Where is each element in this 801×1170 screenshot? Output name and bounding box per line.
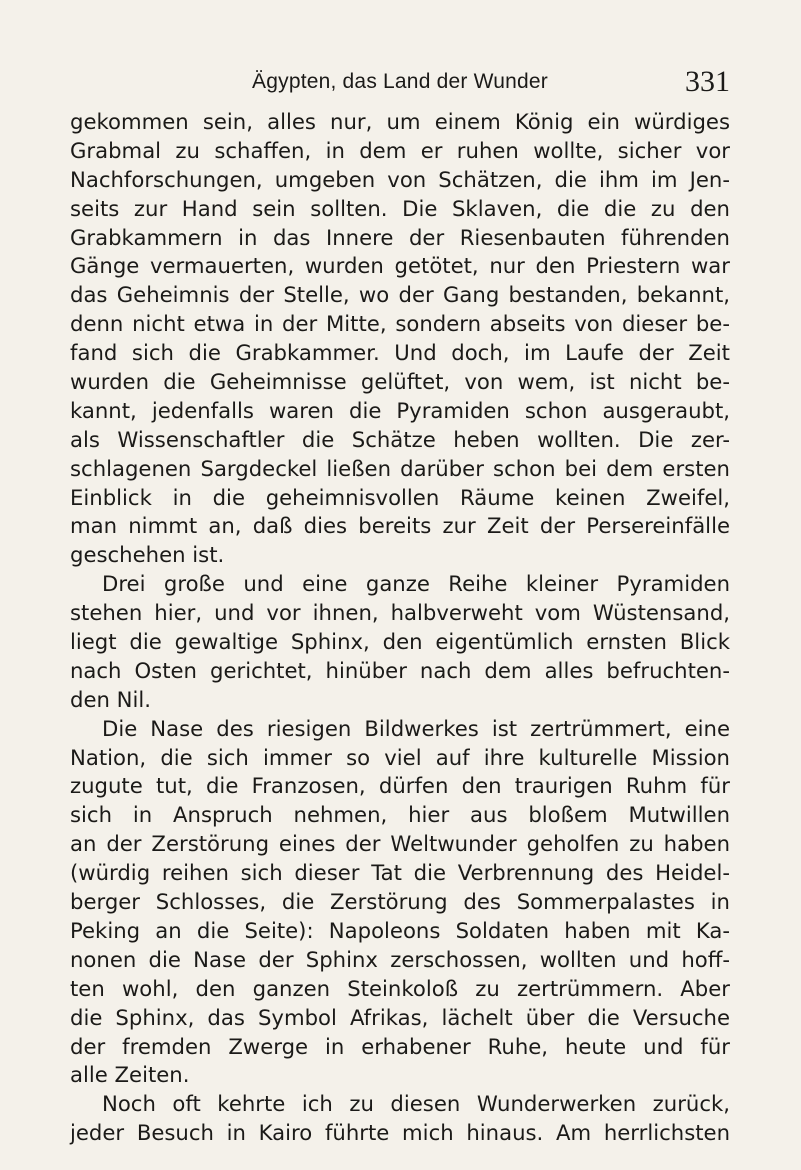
text-line: an der Zerstörung eines der Weltwunder geholfen zu haben <box>70 831 730 857</box>
text-line: wurden die Geheimnisse gelüftet, von wem, ist nicht be- <box>70 369 730 395</box>
text-line: geschehen ist. <box>70 542 225 568</box>
body-text <box>70 108 730 1148</box>
text-line: kannt, jedenfalls waren die Pyramiden schon ausgeraubt, <box>70 397 730 423</box>
running-title: Ägypten, das Land der Wunder <box>252 70 548 93</box>
text-line: als Wissenschaftler die Schätze heben wollten. Die zer- <box>70 426 730 452</box>
text-line: die Sphinx, das Symbol Afrikas, lächelt über die Versuche <box>70 1004 730 1030</box>
text-line: das Geheimnis der Stelle, wo der Gang bestanden, bekannt, <box>70 282 730 308</box>
text-line: nonen die Nase der Sphinx zerschossen, wollten und hoff- <box>70 946 730 972</box>
page-number: 331 <box>685 65 730 98</box>
running-head <box>70 64 730 104</box>
text-line: der fremden Zwerge in erhabener Ruhe, heute und für <box>70 1033 730 1059</box>
paragraph-first-line: Die Nase des riesigen Bildwerkes ist zertrümmert, eine <box>102 715 730 741</box>
text-line: (würdig reihen sich dieser Tat die Verbrennung des Heidel- <box>70 860 730 886</box>
text-line: den Nil. <box>70 686 152 712</box>
text-line: berger Schlosses, die Zerstörung des Sommerpalastes in <box>70 889 730 915</box>
text-line: Gänge vermauerten, wurden getötet, nur den Priestern war <box>70 253 730 279</box>
text-line: alle Zeiten. <box>70 1062 190 1088</box>
text-line: seits zur Hand sein sollten. Die Sklaven, die die zu den <box>70 195 730 221</box>
text-line: nach Osten gerichtet, hinüber nach dem alles befruchten- <box>70 657 730 683</box>
text-line: Nation, die sich immer so viel auf ihre kulturelle Mission <box>70 744 730 770</box>
paragraph-first-line: Drei große und eine ganze Reihe kleiner Pyramiden <box>102 571 730 597</box>
text-line: sich in Anspruch nehmen, hier aus bloßem Mutwillen <box>70 802 730 828</box>
text-line: Peking an die Seite): Napoleons Soldaten haben mit Ka- <box>70 917 730 943</box>
text-line: denn nicht etwa in der Mitte, sondern abseits von dieser be- <box>70 311 730 337</box>
paragraph-first-line: Noch oft kehrte ich zu diesen Wunderwerken zurück, <box>102 1091 730 1117</box>
text-line: man nimmt an, daß dies bereits zur Zeit der Persereinfälle <box>70 513 730 539</box>
text-line: schlagenen Sargdeckel ließen darüber schon bei dem ersten <box>70 455 730 481</box>
text-line: jeder Besuch in Kairo führte mich hinaus. Am herrlichsten <box>70 1120 730 1146</box>
text-line: liegt die gewaltige Sphinx, den eigentümlich ernsten Blick <box>70 629 730 655</box>
text-line: ten wohl, den ganzen Steinkoloß zu zertrümmern. Aber <box>70 975 730 1001</box>
text-line: Grabkammern in das Innere der Riesenbauten führenden <box>70 224 730 250</box>
text-line: gekommen sein, alles nur, um einem König ein würdiges <box>70 109 730 134</box>
text-line: zugute tut, die Franzosen, dürfen den traurigen Ruhm für <box>70 773 730 799</box>
text-line: stehen hier, und vor ihnen, halbverweht vom Wüstensand, <box>70 600 730 626</box>
text-line: Grabmal zu schaffen, in dem er ruhen wollte, sicher vor <box>70 137 730 163</box>
text-line: fand sich die Grabkammer. Und doch, im Laufe der Zeit <box>70 340 730 366</box>
text-line: Einblick in die geheimnisvollen Räume keinen Zweifel, <box>70 484 730 510</box>
text-line: Nachforschungen, umgeben von Schätzen, die ihm im Jen- <box>70 166 730 192</box>
